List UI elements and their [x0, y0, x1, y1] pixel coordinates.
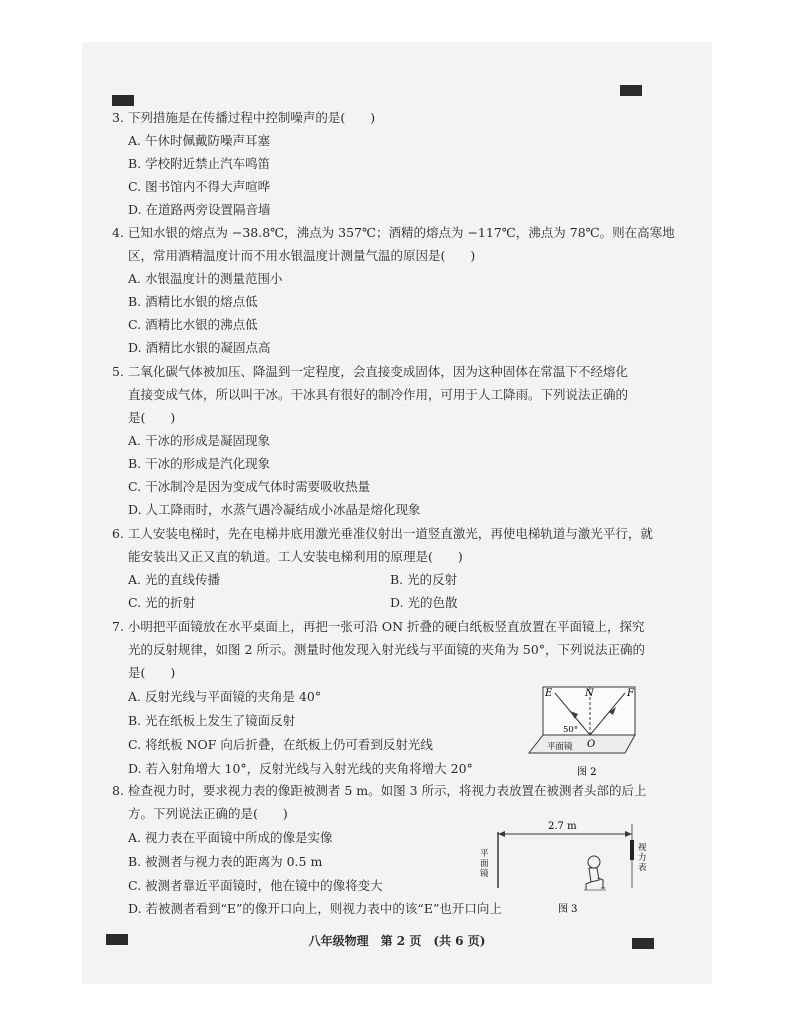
q4-stem-line-2: 区，常用酒精温度计而不用水银温度计测量气温的原因是( ) — [128, 248, 476, 263]
q3-option-d: D. 在道路两旁设置隔音墙 — [128, 202, 271, 217]
q4-stem-line-1: 4. 已知水银的熔点为 −38.8℃，沸点为 357℃；酒精的熔点为 −117℃，沸点为 78℃。则在高寒地 — [112, 225, 675, 240]
registration-mark-top-left — [112, 95, 134, 106]
q3-option-a: A. 午休时佩戴防噪声耳塞 — [128, 133, 270, 148]
fig3-mirror-label: 平面镜 — [480, 849, 489, 879]
q3-option-c: C. 图书馆内不得大声喧哗 — [128, 179, 271, 194]
q5-option-a: A. 干冰的形成是凝固现象 — [128, 433, 270, 448]
q6-option-a: A. 光的直线传播 — [128, 572, 220, 587]
fig2-label-mirror: 平面镜 — [547, 742, 573, 752]
registration-mark-top-right — [620, 85, 642, 96]
q5-option-d: D. 人工降雨时，水蒸气遇冷凝结成小冰晶是熔化现象 — [128, 502, 421, 517]
q7-stem-line-1: 7. 小明把平面镜放在水平桌面上，再把一张可沿 ON 折叠的硬白纸板竖直放置在平面镜上，探究 — [112, 619, 645, 634]
fig2-label-angle: 50° — [563, 725, 579, 735]
q7-stem-line-3: 是( ) — [128, 665, 176, 680]
q4-option-c: C. 酒精比水银的沸点低 — [128, 317, 258, 332]
q7-stem-line-2: 光的反射规律，如图 2 所示。测量时他发现入射光线与平面镜的夹角为 50°，下列说法正确的 — [128, 642, 646, 657]
fig2-label-o: O — [587, 739, 596, 750]
fig2-label-f: F — [627, 688, 634, 699]
fig3-distance-label: 2.7 m — [548, 821, 577, 832]
q7-option-d: D. 若入射角增大 10°，反射光线与入射光线的夹角将增大 20° — [128, 761, 473, 776]
fig2-label-n: N — [585, 688, 594, 699]
q4-option-a: A. 水银温度计的测量范围小 — [128, 271, 283, 286]
q6-option-d: D. 光的色散 — [390, 595, 458, 610]
person-seated-figure — [584, 856, 606, 890]
q8-option-b: B. 被测者与视力表的距离为 0.5 m — [128, 854, 323, 869]
q5-option-c: C. 干冰制冷是因为变成气体时需要吸收热量 — [128, 479, 371, 494]
figure-3-eye-test-diagram — [470, 818, 655, 918]
q4-option-d: D. 酒精比水银的凝固点高 — [128, 340, 271, 355]
page-footer: 八年级物理 第 2 页 (共 6 页) — [308, 934, 486, 948]
q6-stem-line-2: 能安装出又正又直的轨道。工人安装电梯利用的原理是( ) — [128, 549, 463, 564]
q5-option-b: B. 干冰的形成是汽化现象 — [128, 456, 271, 471]
q8-stem-line-1: 8. 检查视力时，要求视力表的像距被测者 5 m。如图 3 所示，将视力表放置在被测者头部的后上 — [112, 783, 647, 798]
q7-option-b: B. 光在纸板上发生了镜面反射 — [128, 713, 296, 728]
q5-stem-line-1: 5. 二氧化碳气体被加压、降温到一定程度，会直接变成固体，因为这种固体在常温下不经熔化 — [112, 364, 628, 379]
q6-stem-line-1: 6. 工人安装电梯时，先在电梯井底用激光垂准仪射出一道竖直激光，再使电梯轨道与激光平行，就 — [112, 526, 653, 541]
fig2-caption: 图 2 — [577, 767, 597, 778]
q5-stem-line-3: 是( ) — [128, 410, 176, 425]
q7-option-a: A. 反射光线与平面镜的夹角是 40° — [128, 689, 322, 704]
q7-option-c: C. 将纸板 NOF 向后折叠，在纸板上仍可看到反射光线 — [128, 737, 433, 752]
q6-option-b: B. 光的反射 — [390, 572, 458, 587]
q3-stem: 3. 下列措施是在传播过程中控制噪声的是( ) — [112, 110, 376, 125]
q8-option-c: C. 被测者靠近平面镜时，他在镜中的像将变大 — [128, 878, 383, 893]
fig3-chart-label: 视力表 — [638, 843, 647, 873]
figure-2-reflection-diagram — [525, 683, 650, 778]
eye-chart-board — [630, 840, 634, 860]
q8-option-a: A. 视力表在平面镜中所成的像是实像 — [128, 830, 333, 845]
q6-option-c: C. 光的折射 — [128, 595, 196, 610]
fig3-caption: 图 3 — [558, 904, 578, 915]
fig2-label-e: E — [545, 688, 553, 699]
q8-stem-line-2: 方。下列说法正确的是( ) — [128, 806, 288, 821]
q8-option-d: D. 若被测者看到“E”的像开口向上，则视力表中的该“E”也开口向上 — [128, 901, 502, 916]
q3-option-b: B. 学校附近禁止汽车鸣笛 — [128, 156, 271, 171]
q4-option-b: B. 酒精比水银的熔点低 — [128, 294, 258, 309]
q5-stem-line-2: 直接变成气体，所以叫干冰。干冰具有很好的制冷作用，可用于人工降雨。下列说法正确的 — [128, 387, 629, 402]
